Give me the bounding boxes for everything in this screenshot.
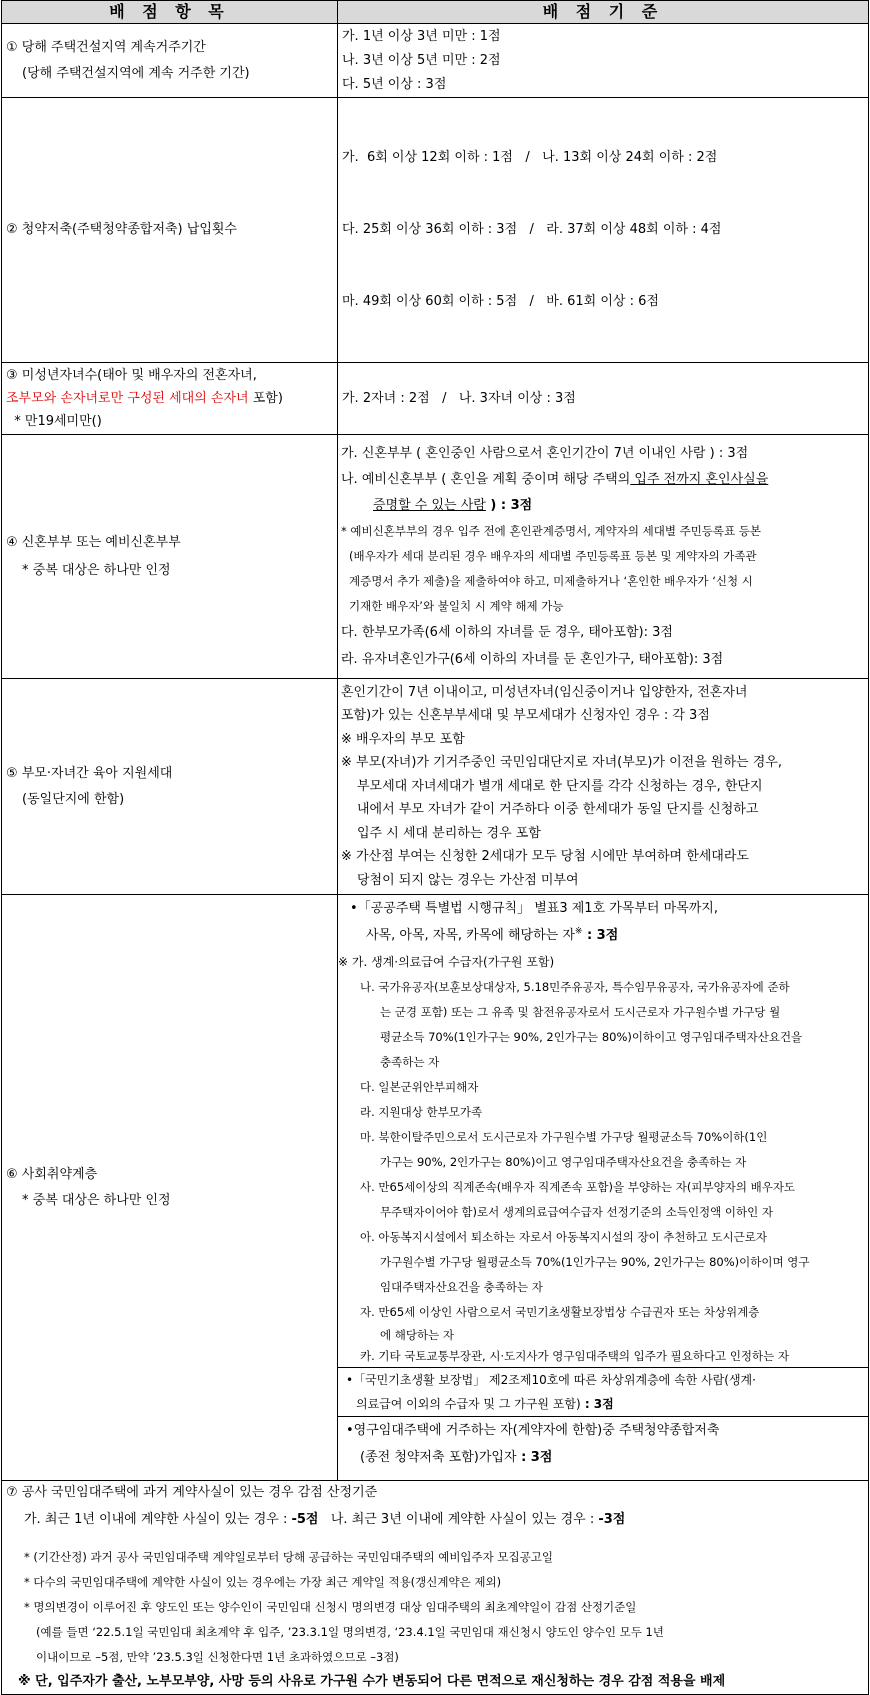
score-text: -5점: [291, 1512, 319, 1527]
criteria-savings: [338, 98, 869, 363]
criteria-text: 사목, 아목, 자목, 카목에 해당하는 자: [366, 928, 575, 943]
score-text: ) : 3점: [485, 497, 533, 513]
criteria-line: 가. 6회 이상 12회 이하 : 1점 / 나. 13회 이상 24회 이하 : 2점: [342, 150, 718, 165]
criteria-line: 라. 유자녀혼인가구(6세 이하의 자녀를 둔 혼인가구, 태아포함): 3점: [341, 651, 724, 667]
row-residence: [2, 24, 869, 98]
item-vulnerable: [2, 895, 338, 1481]
list-item: 무주택자이어야 함)로서 생계의료급여수급자 선정기준의 소득인정액 이하인 자: [380, 1205, 774, 1219]
deduction-final: [6, 1670, 864, 1694]
criteria-line: 가. 2자녀 : 2점 / 나. 3자녀 이상 : 3점: [342, 390, 576, 406]
row-vulnerable: [2, 895, 869, 1481]
criteria-line: 가. 1년 이상 3년 미만 : 1점: [342, 28, 501, 44]
note-line: * 다수의 국민임대주택에 계약한 사실이 있는 경우에는 가장 최근 계약일 적용(갱신계약은 제외): [24, 1575, 502, 1589]
vulnerable-part2: [338, 1367, 868, 1416]
list-item: 는 군경 포함) 또는 그 유족 및 참전유공자로서 도시근로자 가구원수별 가구당 월: [380, 1005, 781, 1019]
note-line: (예를 들면 ‘22.5.1일 국민임대 최초계약 후 입주, ’23.3.1일 명의변경, ‘23.4.1일 국민임대 재신청시 양도인 양수인 모두 1년: [36, 1625, 664, 1639]
deduction-text: 가. 최근 1년 이내에 계약한 사실이 있는 경우 :: [24, 1512, 292, 1527]
list-item: 마. 북한이탈주민으로서 도시근로자 가구원수별 가구당 월평균소득 70%이하(1인: [360, 1130, 768, 1144]
list-item: 평균소득 70%(1인가구는 90%, 2인가구는 80%)이하이고 영구임대주택자산요건을: [380, 1030, 803, 1044]
spacer: [6, 1535, 864, 1545]
criteria-line: •영구임대주택에 거주하는 자(계약자에 한함)중 주택청약종합저축: [346, 1423, 720, 1438]
item-text: 포함): [248, 391, 283, 406]
item-text: ⑤ 부모·자녀간 육아 지원세대: [6, 765, 173, 781]
item-text: * 중복 대상은 하나만 인정: [22, 562, 171, 578]
criteria-line: ※ 부모(자녀)가 기거주중인 국민임대단지로 자녀(부모)가 이전을 원하는 경우,: [341, 755, 782, 771]
criteria-line: ※ 가산점 부여는 신청한 2세대가 모두 당첨 시에만 부여하며 한세대라도: [341, 849, 749, 865]
deduction-cell: [2, 1481, 869, 1695]
criteria-line: [341, 467, 865, 493]
list-item: 나. 국가유공자(보훈보상대상자, 5.18민주유공자, 특수임무유공자, 국가유공자에 준하: [360, 980, 790, 994]
row-newlywed: [2, 435, 869, 679]
underlined-text: 입주 전까지 혼인사실을: [630, 471, 769, 487]
criteria-vulnerable: [338, 895, 869, 1481]
vulnerable-list: [338, 949, 868, 1367]
criteria-line: 입주 시 세대 분리하는 경우 포함: [357, 825, 541, 841]
list-item: 사. 만65세이상의 직계존속(배우자 직계존속 포함)을 부양하는 자(피부양자의 배우자도: [360, 1180, 796, 1194]
criteria-line: [341, 441, 865, 467]
list-item: 다. 일본군위안부피해자: [360, 1080, 479, 1094]
criteria-line: 마. 49회 이상 60회 이하 : 5점 / 바. 61회 이상 : 6점: [342, 294, 659, 309]
deduction-text: 나. 최근 3년 이내에 계약한 사실이 있는 경우 :: [318, 1512, 599, 1527]
criteria-line: [341, 493, 865, 519]
list-item: 에 해당하는 자: [380, 1328, 454, 1342]
list-item: 가구는 90%, 2인가구는 80%)이고 영구임대주택자산요건을 충족하는 자: [380, 1155, 747, 1169]
item-text: ③ 미성년자녀수(태아 및 배우자의 전혼자녀,: [6, 368, 257, 383]
item-text: ⑥ 사회취약계층: [6, 1166, 98, 1182]
criteria-line: [346, 1392, 865, 1416]
note-line: 기재한 배우자’와 불일치 시 계약 해제 가능: [349, 598, 564, 613]
item-text: (동일단지에 한함): [22, 791, 125, 807]
criteria-text: 의료급여 이외의 수급자 및 그 가구원 포함): [356, 1397, 581, 1411]
item-newlywed: [2, 435, 338, 679]
item-text: * 중복 대상은 하나만 인정: [22, 1192, 171, 1208]
header-criteria: 배 점 기 준: [338, 1, 869, 24]
item-children: [2, 363, 338, 435]
item-residence: [2, 24, 338, 98]
criteria-line: •「공공주택 특별법 시행규칙」 별표3 제1호 가목부터 마목까지,: [350, 901, 718, 916]
list-item: 충족하는 자: [380, 1055, 440, 1069]
row-deduction: [2, 1481, 869, 1695]
criteria-line: 당첨이 되지 않는 경우는 가산점 미부여: [357, 872, 579, 888]
red-text: 조부모와 손자녀로만 구성된 세대의 손자녀: [6, 391, 249, 406]
criteria-newlywed: [338, 435, 869, 679]
criteria-line: [346, 1444, 865, 1471]
header-item: 배 점 항 목: [2, 1, 338, 24]
list-item: 가구원수별 가구당 월평균소득 70%(1인가구는 90%, 2인가구는 80%)이하이며 영구: [380, 1255, 810, 1269]
criteria-line: [350, 922, 865, 949]
score-text: : 3점: [580, 1397, 614, 1411]
score-text: : 3점: [582, 928, 619, 943]
item-text: * 만19세미만(): [6, 414, 102, 429]
scoring-table: [1, 0, 869, 1695]
criteria-line: ※ 배우자의 부모 포함: [341, 731, 465, 747]
list-item: 아. 아동복지시설에서 퇴소하는 자로서 아동복지시설의 장이 추천하고 도시근로자: [360, 1230, 767, 1244]
item-parenting: [2, 679, 338, 895]
criteria-line: •「국민기초생활 보장법」 제2조제10호에 따른 차상위계층에 속한 사람(생계·: [346, 1373, 756, 1387]
list-item: 카. 기타 국토교통부장관, 시·도지사가 영구임대주택의 입주가 필요하다고 인정하는 자: [360, 1349, 790, 1363]
note-line: * 명의변경이 이루어진 후 양도인 또는 양수인이 국민임대 신청시 명의변경 대상 임대주택의 최초계약일이 감점 산정기준일: [24, 1600, 637, 1614]
criteria-line: 나. 3년 이상 5년 미만 : 2점: [342, 52, 501, 68]
row-children: [2, 363, 869, 435]
criteria-line: 부모세대 자녀세대가 별개 세대로 한 단지를 각각 신청하는 경우, 한단지: [357, 778, 763, 794]
list-item: 임대주택자산요건을 충족하는 자: [380, 1280, 543, 1294]
criteria-text: 가. 신혼부부 ( 혼인중인 사람으로서 혼인기간이 7년 이내인 사람 ) : 3점: [341, 445, 749, 461]
criteria-line: 포함)가 있는 신혼부부세대 및 부모세대가 신청자인 경우 : 각 3점: [341, 708, 710, 724]
criteria-line: 다. 25회 이상 36회 이하 : 3점 / 라. 37회 이상 48회 이하 : 4점: [342, 222, 722, 237]
mark-text: ※: [574, 926, 583, 937]
final-note: ※ 단, 입주자가 출산, 노부모부양, 사망 등의 사유로 가구원 수가 변동되어 다른 면적으로 재신청하는 경우 감점 적용을 배제: [18, 1674, 726, 1689]
row-savings: [2, 98, 869, 363]
criteria-parenting: [338, 679, 869, 895]
criteria-line: 내에서 부모 자녀가 같이 거주하다 이중 한세대가 동일 단지를 신청하고: [357, 802, 759, 818]
underlined-text: 증명할 수 있는 사람: [373, 497, 486, 513]
list-item: 라. 지원대상 한부모가족: [360, 1105, 483, 1119]
deduction-scores: [6, 1505, 864, 1535]
row-parenting: [2, 679, 869, 895]
criteria-text: 나. 예비신혼부부 ( 혼인을 계획 중이며 해당 주택의: [341, 471, 631, 487]
item-text: (당해 주택건설지역에 계속 거주한 기간): [22, 65, 250, 81]
criteria-children: [338, 363, 869, 435]
criteria-line: 다. 5년 이상 : 3점: [342, 76, 447, 92]
item-text: ① 당해 주택건설지역 계속거주기간: [6, 39, 206, 55]
criteria-line: 혼인기간이 7년 이내이고, 미성년자녀(임신중이거나 입양한자, 전혼자녀: [341, 684, 748, 700]
item-savings: [2, 98, 338, 363]
score-text: -3점: [598, 1512, 626, 1527]
criteria-residence: [338, 24, 869, 98]
criteria-line: 다. 한부모가족(6세 이하의 자녀를 둔 경우, 태아포함): 3점: [341, 624, 673, 640]
list-item: ※ 가. 생계·의료급여 수급자(가구원 포함): [338, 955, 555, 969]
note-line: * 예비신혼부부의 경우 입주 전에 혼인관계증명서, 계약자의 세대별 주민등록표 등본: [341, 523, 762, 538]
note-line: (배우자가 세대 분리된 경우 배우자의 세대별 주민등록표 등본 및 계약자의 가족관: [349, 548, 757, 563]
note-line: * (기간산정) 과거 공사 국민임대주택 계약일로부터 당해 공급하는 국민임대주택의 예비입주자 모집공고일: [24, 1550, 553, 1564]
list-item: 자. 만65세 이상인 사람으로서 국민기초생활보장법상 수급권자 또는 차상위계층: [360, 1305, 760, 1319]
deduction-title: ⑦ 공사 국민임대주택에 과거 계약사실이 있는 경우 감점 산정기준: [6, 1485, 378, 1500]
note-line: 계증명서 추가 제출)을 제출하여야 하고, 미제출하거나 ‘혼인한 배우자가 ‘신청 시: [349, 573, 753, 588]
item-text: [6, 387, 333, 410]
vulnerable-part3: [338, 1416, 868, 1471]
score-text: : 3점: [516, 1450, 553, 1465]
note-line: 이내이므로 –5점, 만약 ’23.5.3일 신청한다면 1년 초과하였으므로 –3점): [36, 1650, 399, 1664]
item-text: ④ 신혼부부 또는 예비신혼부부: [6, 534, 181, 550]
criteria-text: (종전 청약저축 포함)가입자: [360, 1450, 517, 1465]
header-row: [2, 1, 869, 24]
vulnerable-part1: [338, 895, 868, 949]
item-text: ② 청약저축(주택청약종합저축) 납입횟수: [6, 222, 237, 237]
